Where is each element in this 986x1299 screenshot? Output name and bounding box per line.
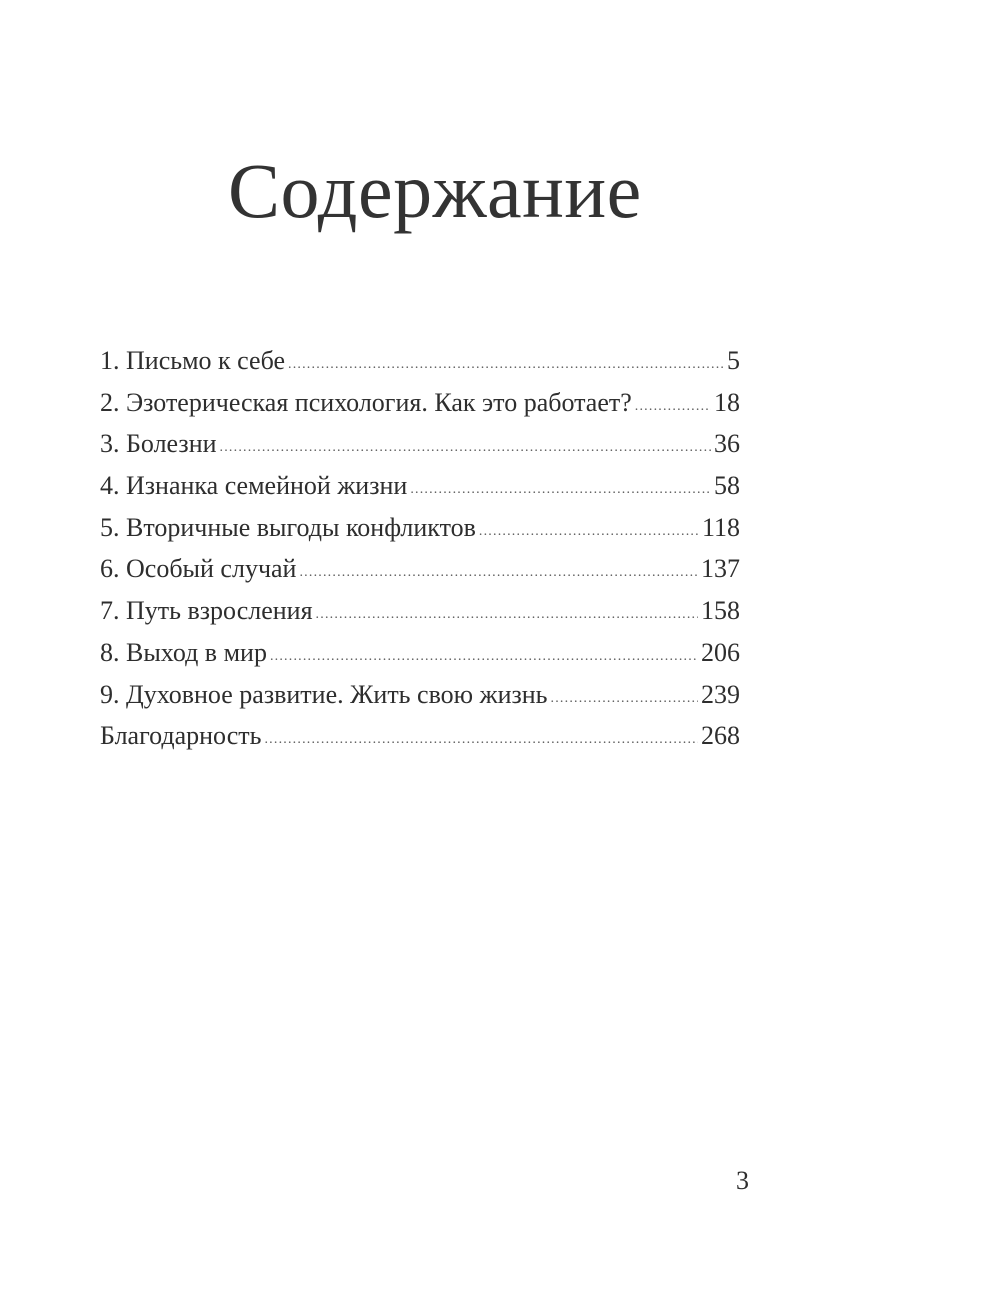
toc-entry[interactable] (100, 346, 740, 388)
toc-entry[interactable] (100, 721, 740, 763)
toc-entry-label: 6. Особый случай (100, 554, 297, 584)
toc-entry-page: 58 (714, 471, 740, 501)
toc-dot-leader (635, 399, 711, 415)
table-of-contents (100, 346, 740, 763)
toc-entry-page: 158 (701, 596, 740, 626)
toc-entry-page: 36 (714, 429, 740, 459)
toc-entry[interactable] (100, 471, 740, 513)
toc-entry-page: 137 (701, 554, 740, 584)
toc-dot-leader (551, 691, 698, 707)
toc-entry-label: Благодарность (100, 721, 262, 751)
toc-dot-leader (288, 357, 724, 373)
toc-entry-page: 18 (714, 387, 740, 417)
toc-entry[interactable] (100, 680, 740, 722)
toc-entry[interactable] (100, 429, 740, 471)
toc-entry[interactable] (100, 596, 740, 638)
toc-dot-leader (479, 524, 699, 540)
toc-entry[interactable] (100, 388, 740, 430)
page-number: 3 (736, 1166, 749, 1195)
toc-entry[interactable] (100, 638, 740, 680)
page-title: Содержание (228, 147, 642, 234)
toc-entry-label: 3. Болезни (100, 429, 217, 459)
toc-dot-leader (220, 440, 711, 456)
toc-entry-label: 9. Духовное развитие. Жить свою жизнь (100, 679, 548, 709)
toc-entry-label: 7. Путь взросления (100, 596, 313, 626)
toc-entry[interactable] (100, 554, 740, 596)
toc-dot-leader (270, 649, 698, 665)
toc-dot-leader (410, 482, 711, 498)
toc-entry-label: 4. Изнанка семейной жизни (100, 471, 408, 501)
toc-entry-page: 118 (701, 512, 740, 542)
toc-entry-page: 239 (701, 679, 740, 709)
toc-entry[interactable] (100, 513, 740, 555)
toc-entry-page: 268 (701, 721, 740, 751)
toc-dot-leader (299, 565, 698, 581)
toc-entry-page: 5 (727, 346, 740, 375)
toc-dot-leader (264, 732, 698, 748)
toc-dot-leader (316, 607, 698, 623)
toc-entry-label: 8. Выход в мир (100, 637, 267, 667)
toc-entry-label: 5. Вторичные выгоды конфликтов (100, 512, 476, 542)
toc-entry-page: 206 (701, 637, 740, 667)
toc-entry-label: 1. Письмо к себе (100, 346, 285, 375)
toc-entry-label: 2. Эзотерическая психология. Как это работает? (100, 387, 632, 417)
